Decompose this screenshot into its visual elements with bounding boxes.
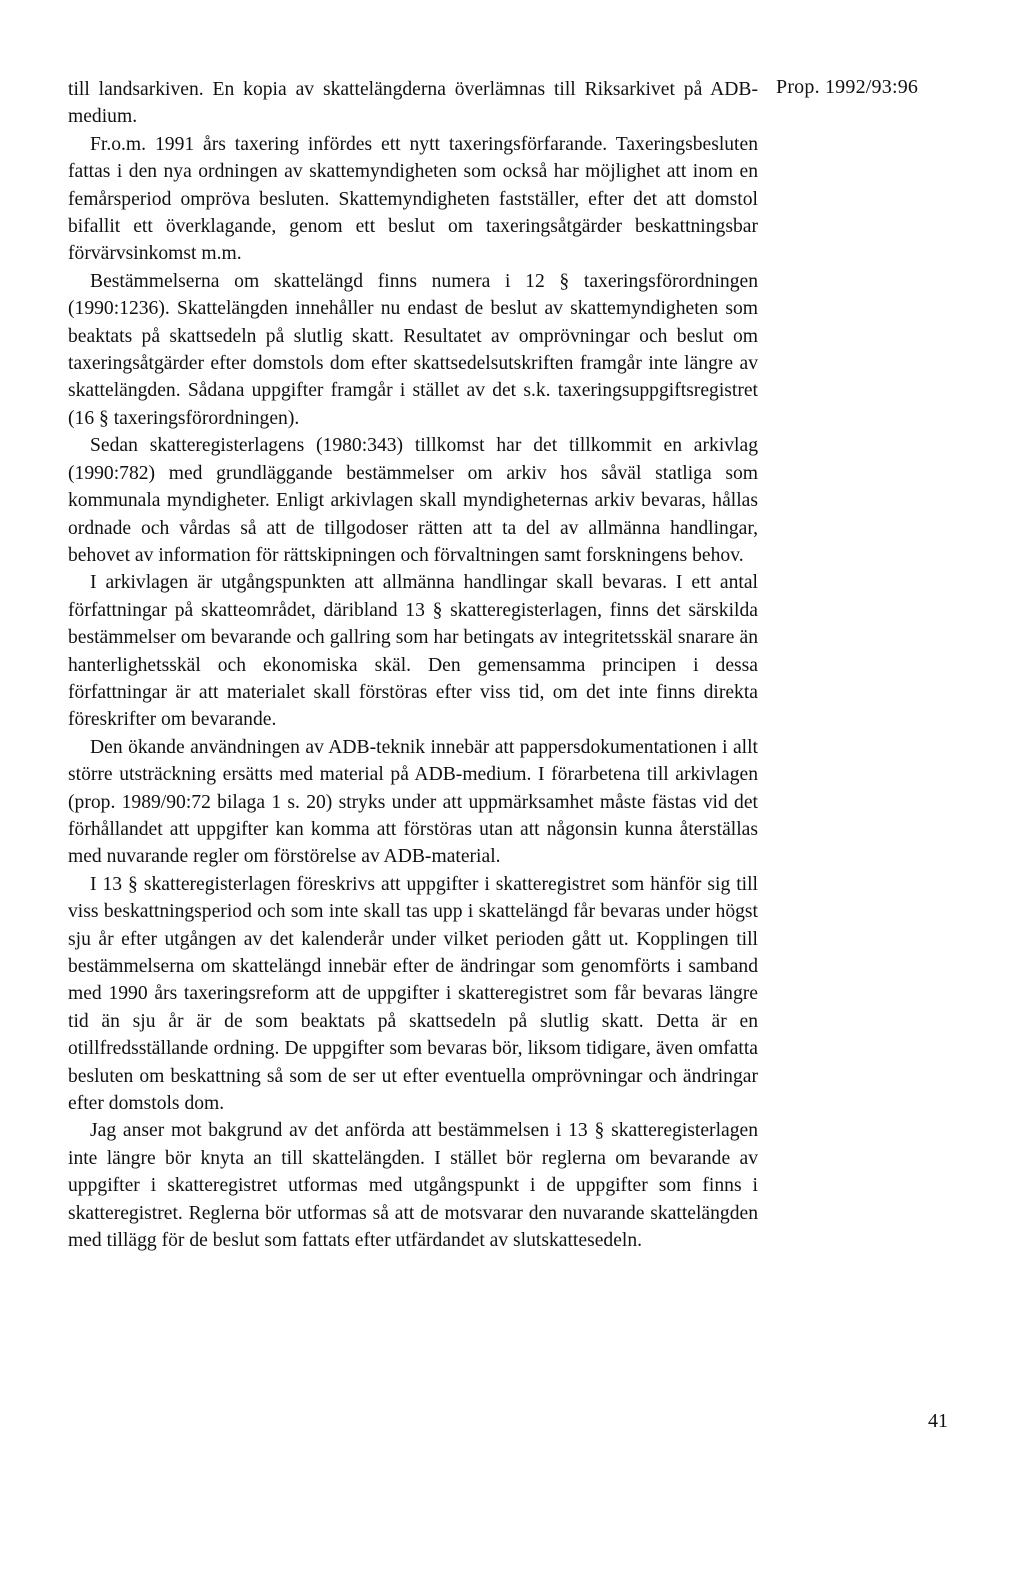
- paragraph: I arkivlagen är utgångspunkten att allmänna handlingar skall bevaras. I ett antal författningar på skatteområdet, däribland 13 § skatteregisterlagen, finns det särskilda bestämmelser om bevarande och gallring som har betingats av integritetsskäl snarare än hanterlighetsskäl och ekonomiska skäl. Den gemensamma principen i dessa författningar är att materialet skall förstöras efter viss tid, om det inte finns direkta föreskrifter om bevarande.: [68, 572, 758, 731]
- paragraph: Den ökande användningen av ADB-teknik innebär att pappersdokumentationen i allt större utsträckning ersätts med material på ADB-medium. I förarbetena till arkivlagen (prop. 1989/90:72 bilaga 1 s. 20) stryks under att uppmärksamhet måste fästas vid det förhållandet att uppgifter kan komma att förstöras utan att någonsin kunna återställas med nuvarande regler om förstörelse av ADB-material.: [68, 736, 758, 868]
- paragraph: till landsarkiven. En kopia av skattelängderna överlämnas till Riksarkivet på ADB-medium.: [68, 79, 758, 128]
- document-reference: Prop. 1992/93:96: [776, 76, 919, 98]
- page-number: 41: [928, 1410, 948, 1432]
- paragraph: Sedan skatteregisterlagens (1980:343) tillkomst har det tillkommit en arkivlag (1990:782) med grundläggande bestämmelser om arkiv hos såväl statliga som kommunala myndigheter. Enligt arkivlagen skall myndigheternas arkiv bevaras, hållas ordnade och vårdas så att de tillgodoser rätten att ta del av allmänna handlingar, behovet av information för rättskipningen och förvaltningen samt forskningens behov.: [68, 435, 758, 566]
- body-text: [68, 76, 758, 1254]
- paragraph: Bestämmelserna om skattelängd finns numera i 12 § taxeringsförordningen (1990:1236). Skattelängden innehåller nu endast de beslut av skattemyndigheten som beaktats på skattsedeln på slutlig skatt. Resultatet av omprövningar och beslut om taxeringsåtgärder efter domstols dom efter skattsedelsutskriften framgår inte längre av skattelängden. Sådana uppgifter framgår i stället av det s.k. taxeringsuppgiftsregistret (16 § taxeringsförordningen).: [68, 270, 758, 429]
- paragraph: Fr.o.m. 1991 års taxering infördes ett nytt taxeringsförfarande. Taxeringsbesluten fattas i den nya ordningen av skattemyndigheten som också har möjlighet att inom en femårsperiod ompröva besluten. Skattemyndigheten fastställer, efter det att domstol bifallit ett överklagande, genom ett beslut om taxeringsåtgärder beskattningsbar förvärvsinkomst m.m.: [68, 133, 758, 265]
- paragraph: I 13 § skatteregisterlagen föreskrivs att uppgifter i skatteregistret som hänför sig till viss beskattningsperiod och som inte skall tas upp i skattelängd får bevaras under högst sju år efter utgången av det kalenderår under vilket perioden gått ut. Kopplingen till bestämmelserna om skattelängd innebär efter de ändringar som genomförts i samband med 1990 års taxeringsreform att de uppgifter i skatteregistret som får bevaras längre tid än sju år är de som beaktats på skattsedeln på slutlig skatt. Detta är en otillfredsställande ordning. De uppgifter som bevaras bör, liksom tidigare, även omfatta besluten om beskattning så som de ser ut efter eventuella omprövningar och ändringar efter domstols dom.: [68, 873, 758, 1115]
- paragraph: Jag anser mot bakgrund av det anförda att bestämmelsen i 13 § skatteregisterlagen inte längre bör knyta an till skattelängden. I stället bör reglerna om bevarande av uppgifter i skatteregistret utformas med utgångspunkt i de uppgifter som finns i skatteregistret. Reglerna bör utformas så att de motsvarar den nuvarande skattelängden med tillägg för de beslut som fattats efter utfärdandet av slutskattesedeln.: [68, 1120, 758, 1252]
